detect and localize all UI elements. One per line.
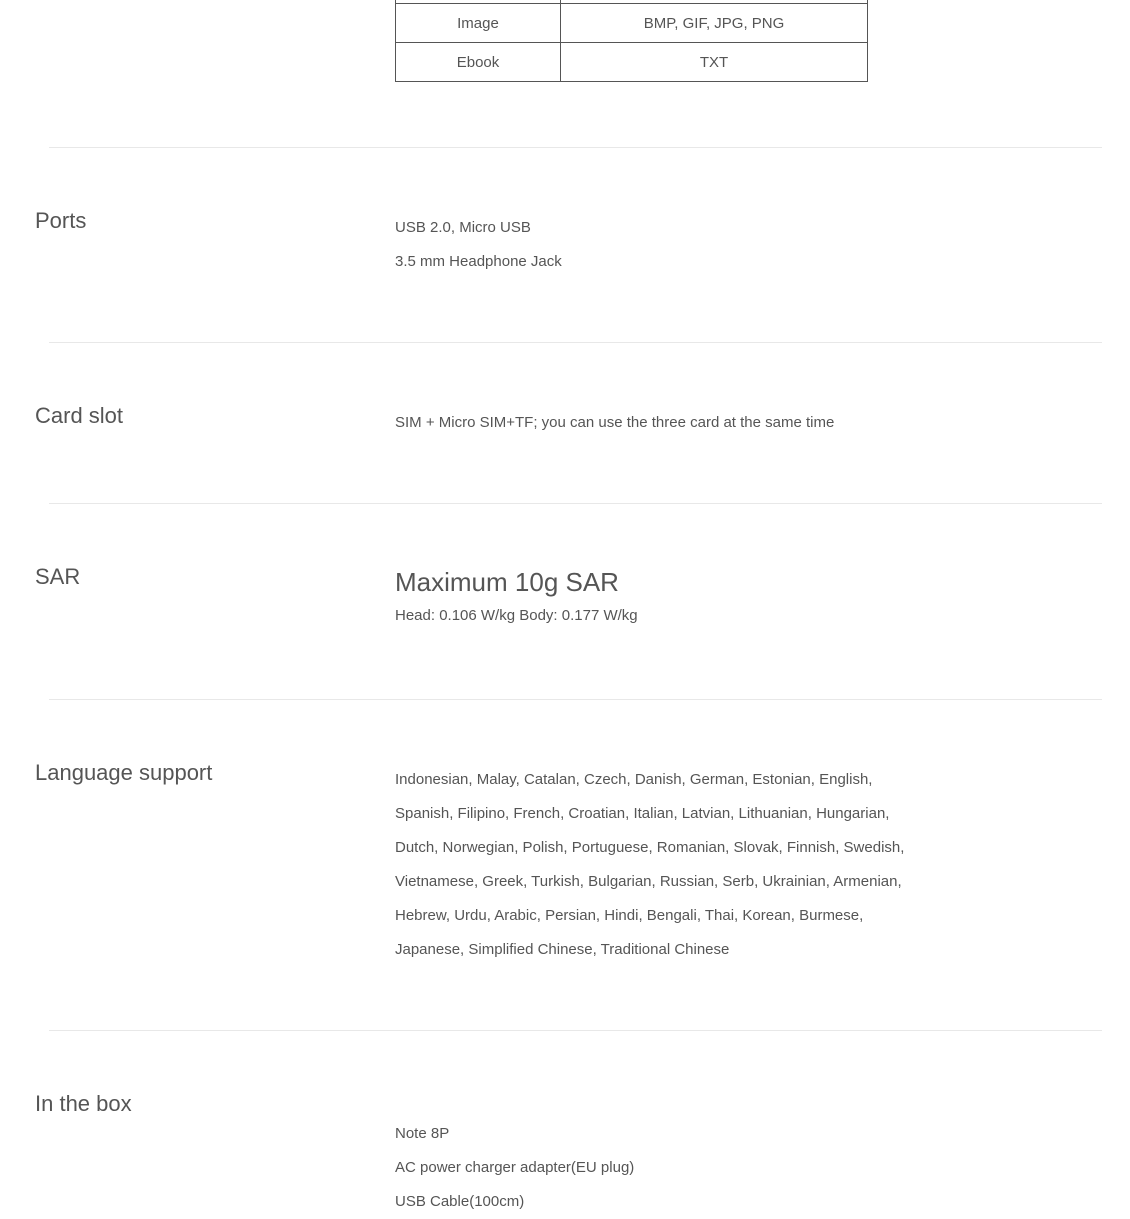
table-row [396, 4, 868, 43]
card-slot-label: Card slot [35, 403, 124, 428]
ports-line: USB 2.0, Micro USB [395, 219, 531, 236]
sar-values [395, 565, 638, 633]
ports-line: 3.5 mm Headphone Jack [395, 253, 562, 270]
sar-detail: Head: 0.106 W/kg Body: 0.177 W/kg [395, 607, 638, 624]
card-slot-values [395, 406, 834, 440]
language-line: Spanish, Filipino, French, Croatian, Italian, Latvian, Lithuanian, Hungarian, [395, 805, 890, 822]
sar-title: Maximum 10g SAR [395, 567, 619, 597]
table-cell-formats: TXT [561, 43, 868, 82]
card-slot-line: SIM + Micro SIM+TF; you can use the three card at the same time [395, 414, 835, 431]
section-divider [49, 503, 1102, 504]
table-row [396, 43, 868, 82]
section-divider [49, 1030, 1102, 1031]
ports-label: Ports [35, 208, 87, 233]
in-the-box-line: AC power charger adapter(EU plug) [395, 1159, 635, 1176]
section-divider [49, 342, 1102, 343]
language-line: Dutch, Norwegian, Polish, Portuguese, Romanian, Slovak, Finnish, Swedish, [395, 839, 905, 856]
media-format-table [395, 0, 868, 82]
in-the-box-line: USB Cable(100cm) [395, 1193, 525, 1210]
in-the-box-label: In the box [35, 1091, 132, 1116]
in-the-box-values [395, 1117, 634, 1219]
language-line: Japanese, Simplified Chinese, Traditional Chinese [395, 941, 730, 958]
language-line: Indonesian, Malay, Catalan, Czech, Danish, German, Estonian, English, [395, 771, 873, 788]
section-divider [49, 147, 1102, 148]
language-support-label: Language support [35, 760, 213, 785]
language-line: Vietnamese, Greek, Turkish, Bulgarian, Russian, Serb, Ukrainian, Armenian, [395, 873, 902, 890]
table-cell-type: Ebook [396, 43, 561, 82]
language-support-values [395, 763, 904, 967]
sar-label: SAR [35, 564, 81, 589]
in-the-box-line: Note 8P [395, 1125, 450, 1142]
language-line: Hebrew, Urdu, Arabic, Persian, Hindi, Bengali, Thai, Korean, Burmese, [395, 907, 864, 924]
section-divider [49, 699, 1102, 700]
table-cell-formats: BMP, GIF, JPG, PNG [561, 4, 868, 43]
table-cell-type: Image [396, 4, 561, 43]
ports-values [395, 211, 562, 279]
